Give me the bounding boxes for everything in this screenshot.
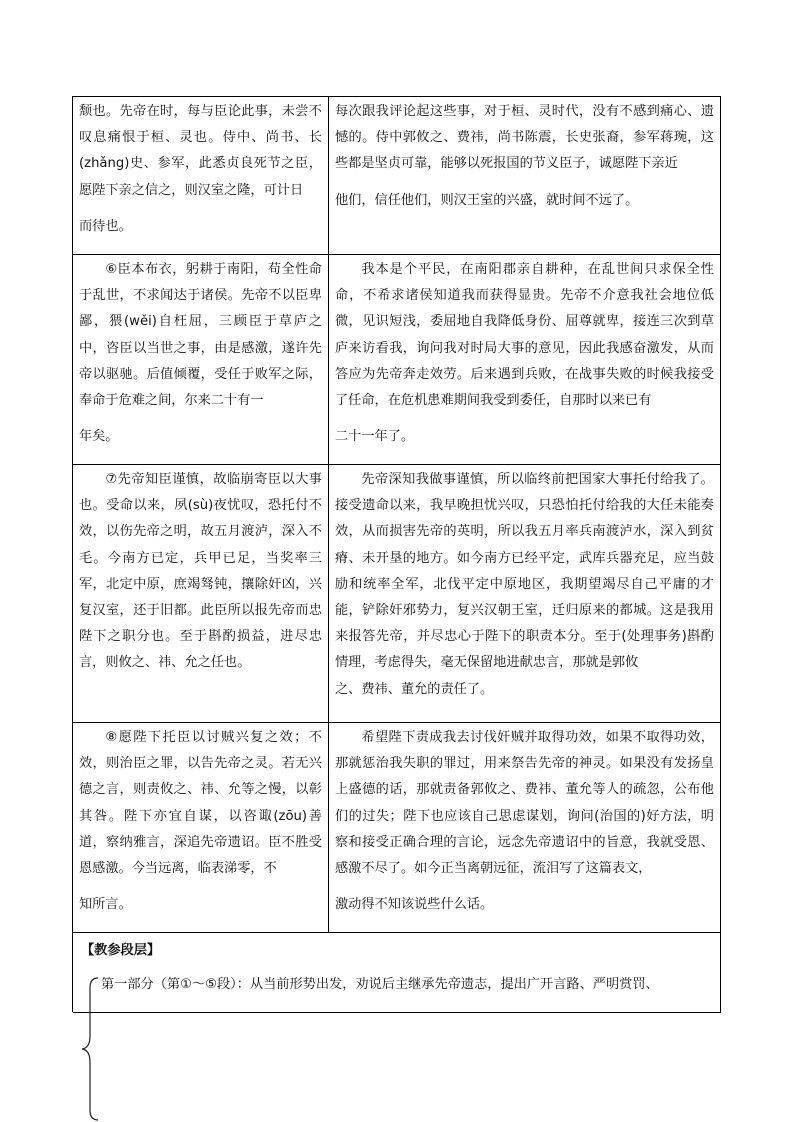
translation-text-tail: 他们，信任他们，则汉王室的兴盛，就时间不远了。 bbox=[335, 192, 639, 208]
translation-text-tail: 二十一年了。 bbox=[335, 429, 415, 445]
content-table bbox=[72, 96, 721, 1012]
translation-cell bbox=[329, 465, 721, 722]
table-row bbox=[73, 465, 721, 723]
translation-cell bbox=[329, 255, 721, 464]
original-text-cell bbox=[73, 465, 329, 722]
translation-text: 我本是个平民，在南阳郡亲自耕种，在乱世间只求保全性命，不希求诸侯知道我而获得显贵。先帝不介意我社会地位低微，见识短浅，委屈地自我降低身份、屈尊就卑，接连三次到草庐来访看我，询问我对时局大事的意见，因此我感奋激发，从而答应为先帝奔走效劳。后来遇到兵败，在战事失败的时候我接受了任命，在危机患难期间我受到委任，自那时以来已有 bbox=[335, 262, 714, 409]
teaching-section-text: 第一部分（第①～⑤段）：从当前形势出发，劝说后主继承先帝遗志，提出广开言路、严明赏罚、 bbox=[101, 977, 659, 992]
original-text: ⑥臣本布衣，躬耕于南阳，苟全性命于乱世，不求闻达于诸侯。先帝不以臣卑鄙，猥(wěi)自枉屈，三顾臣于草庐之中，咨臣以当世之事，由是感激，遂许先帝以驱驰。后值倾覆，受任于败军之际，奉命于危难之间，尔来二十有一 bbox=[79, 262, 322, 409]
translation-text: 先帝深知我做事谨慎，所以临终前把国家大事托付给我了。接受遗命以来，我早晚担忧兴叹，只恐怕托付给我的大任未能奏效，从而损害先帝的英明，所以我五月率兵南渡泸水，深入到贫瘠、未开垦的地方。如今南方已经平定，武库兵器充足，应当鼓励和统率全军，北伐平定中原地区，我期望竭尽自己平庸的才能，铲除奸邪势力，复兴汉朝王室，迁归原来的都城。这是我用来报答先帝，并尽忠心于陛下的职责本分。至于(处理事务)斟酌情理，考虑得失，毫无保留地进献忠言，那就是郭攸 bbox=[335, 472, 714, 671]
translation-text: 每次跟我评论起这些事，对于桓、灵时代，没有不感到痛心、遗憾的。侍中郭攸之、费祎，尚书陈震，长史张裔，参军蒋琬，这些都是坚贞可靠，能够以死报国的节义臣子，诚愿陛下亲近 bbox=[335, 104, 714, 172]
original-text-cell bbox=[73, 255, 329, 464]
translation-text: 希望陛下责成我去讨伐奸贼并取得功效，如果不取得功效，那就惩治我失职的罪过，用来祭告先帝的神灵。如果没有发扬皇上盛德的话，那就责备郭攸之、费祎、董允等人的疏忽，公布他们的过失；陛下也应该自己思虑谋划，询问(治国的)好方法，明察和接受正确合理的言论，远念先帝遗诏中的旨意，我就受恩、感激不尽了。如今正当离朝远征，流泪写了这篇表文， bbox=[335, 730, 714, 877]
original-text-cell bbox=[73, 97, 329, 254]
curly-brace-icon bbox=[78, 976, 102, 1122]
teaching-reference-section bbox=[73, 933, 721, 1013]
original-text: ⑧愿陛下托臣以讨贼兴复之效；不效，则治臣之罪，以告先帝之灵。若无兴德之言，则责攸之、祎、允等之慢，以彰其咎。陛下亦宜自谋，以咨诹(zōu)善道，察纳雅言，深追先帝遗诏。臣不胜受恩感激。今当远离，临表涕零，不 bbox=[79, 730, 322, 877]
translation-cell bbox=[329, 723, 721, 932]
original-text: 颓也。先帝在时，每与臣论此事，未尝不叹息痛恨于桓、灵也。侍中、尚书、长(zhǎng)史、参军，此悉贞良死节之臣，愿陛下亲之信之，则汉室之隆，可计日 bbox=[79, 104, 322, 198]
translation-text-tail: 激动得不知该说些什么话。 bbox=[335, 897, 494, 913]
table-row bbox=[73, 723, 721, 933]
original-text-cell bbox=[73, 723, 329, 932]
original-text-tail: 而待也。 bbox=[79, 218, 132, 234]
original-text-tail: 年矣。 bbox=[79, 429, 119, 445]
original-text: ⑦先帝知臣谨慎，故临崩寄臣以大事也。受命以来，夙(sù)夜忧叹，恐托付不效，以伤先帝之明，故五月渡泸，深入不毛。今南方已定，兵甲已足，当奖率三军，北定中原，庶竭驽钝，攘除奸凶，兴复汉室，还于旧都。此臣所以报先帝而忠陛下之职分也。至于斟酌损益，进尽忠言，则攸之、祎、允之任也。 bbox=[79, 472, 322, 671]
translation-cell bbox=[329, 97, 721, 254]
translation-text-tail: 之、费祎、董允的责任了。 bbox=[335, 681, 494, 697]
original-text-tail: 知所言。 bbox=[79, 897, 132, 913]
teaching-section-title: 【教参段层】 bbox=[81, 943, 161, 958]
table-row bbox=[73, 255, 721, 465]
table-row bbox=[73, 97, 721, 255]
